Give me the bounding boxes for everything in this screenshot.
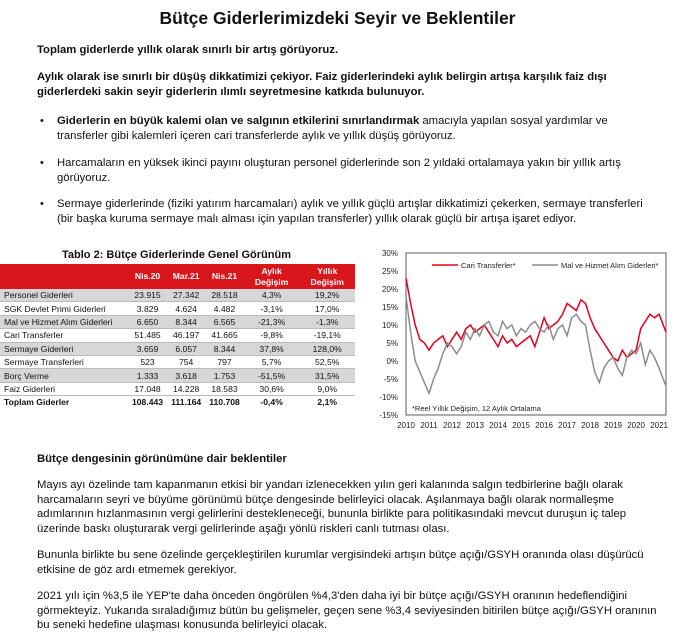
y-tick-label: 0% [386, 357, 398, 366]
y-tick-label: 10% [381, 321, 398, 330]
table-cell: 19,2% [299, 289, 355, 302]
table-row [0, 289, 355, 302]
table-cell: 128,0% [299, 342, 355, 355]
table-cell: 3.829 [128, 302, 167, 315]
table-row [0, 382, 355, 395]
table-row [0, 355, 355, 368]
table-cell: 2,1% [317, 397, 338, 408]
table-header-cell: Mar.21 [167, 264, 205, 289]
table-row [0, 369, 355, 382]
bullet-icon: • [40, 198, 44, 210]
row-label: Faiz Giderleri [0, 382, 128, 395]
bullet-1 [57, 114, 660, 143]
y-tick-label: -10% [379, 393, 398, 402]
table-cell: -1,3% [299, 315, 355, 328]
legend-label: Cari Transferler* [461, 261, 516, 270]
x-tick-label: 2017 [558, 421, 576, 430]
table-row [0, 396, 355, 409]
table-cell: 3.659 [128, 342, 167, 355]
x-tick-label: 2012 [443, 421, 461, 430]
table-cell: 27.342 [167, 289, 205, 302]
table-cell: 8.344 [205, 342, 244, 355]
row-label: Toplam Giderler [4, 397, 70, 408]
table-cell: 6.057 [167, 342, 205, 355]
table-header-cell: Aylık Değişim [244, 264, 300, 289]
x-tick-label: 2016 [535, 421, 553, 430]
table-cell: 23.915 [128, 289, 167, 302]
table-cell: 1.753 [205, 369, 244, 382]
table-cell: 37,8% [244, 342, 300, 355]
table-cell: 110.708 [209, 397, 240, 408]
table-cell: 4,3% [244, 289, 300, 302]
y-tick-label: 15% [381, 303, 398, 312]
row-label: Sermaye Transferleri [0, 355, 128, 368]
table-cell: 111.164 [171, 397, 202, 408]
x-tick-label: 2011 [420, 421, 438, 430]
table-cell: 17.048 [128, 382, 167, 395]
table-cell: 4.624 [167, 302, 205, 315]
bullet-1-text: amacıyla yapılan sosyal yardımlar ve transferler gibi kalemleri içeren cari transferlerde aylık ve yıllık düşüş görüyoruz. [57, 115, 608, 142]
table-header-row [0, 264, 355, 289]
table-cell: 28.518 [205, 289, 244, 302]
table-cell: -9,8% [244, 329, 300, 342]
intro-line-2: Aylık olarak ise sınırlı bir düşüş dikkatimizi çekiyor. Faiz giderlerindeki aylık belirgin artışa karşılık faiz dışı giderlerdeki sakin seyir giderlerin ılımlı seyretmesine katkıda bulunuyor. [37, 71, 607, 98]
x-tick-label: 2010 [397, 421, 415, 430]
row-label: Borç Verme [0, 369, 128, 382]
table-cell: -19,1% [299, 329, 355, 342]
line-chart [370, 244, 670, 434]
row-label: Cari Transferler [0, 329, 128, 342]
intro-line-1: Toplam giderlerde yıllık olarak sınırlı bir artış görüyoruz. [37, 44, 339, 56]
table-header-cell [0, 264, 128, 289]
table-cell: 41.665 [205, 329, 244, 342]
x-tick-label: 2015 [512, 421, 530, 430]
plot-area [406, 253, 666, 415]
y-tick-label: -15% [379, 411, 398, 420]
page-title: Bütçe Giderlerimizdeki Seyir ve Beklentiler [159, 8, 516, 28]
table-header-cell: Yıllık Değişim [299, 264, 355, 289]
table-cell: 1.333 [128, 369, 167, 382]
table-cell: 5,7% [244, 355, 300, 368]
table-cell: 6.650 [128, 315, 167, 328]
x-tick-label: 2014 [489, 421, 507, 430]
table-cell: 52,5% [299, 355, 355, 368]
table-cell: 46.197 [167, 329, 205, 342]
table-row [0, 302, 355, 315]
table-cell: 8.344 [167, 315, 205, 328]
y-tick-label: 30% [381, 249, 398, 258]
row-label: SGK Devlet Primi Giderleri [0, 302, 128, 315]
y-tick-label: 5% [386, 339, 398, 348]
table-cell: 3.618 [167, 369, 205, 382]
bullet-3: Sermaye giderlerinde (fiziki yatırım harcamaları) aylık ve yıllık güçlü artışlar dikkatimizi çekerken, sermaye transferleri (bir başka kuruma sermaye malı alması için yapılan transferler) yıllık olarak güçlü bir artışa işaret ediyor. [57, 198, 643, 225]
table-cell: -51,5% [244, 369, 300, 382]
row-label: Mal ve Hizmet Alım Giderleri [0, 315, 128, 328]
table-cell: 6.565 [205, 315, 244, 328]
paragraph-1: Mayıs ayı özelinde tam kapanmanın etkisi bir yandan izlenecekken yılın geri kalanında salgın tedbirlerine bağlı olarak harcamaların seyri ve büyüme görünümü bütçe dengesinde belirleyici olacak. Aşılanmaya bağlı olarak normalleşme adımlarının hızlanmasının vergi gelirlerini destekleneceği, bununla birlikte para politikasındaki mevcut duruşun iç talep üzerinde baskı oluşturarak vergi gelirlerinde aşağı yönlü riskleri canlı tutması olası. [37, 479, 627, 535]
row-label: Sermaye Giderleri [0, 342, 128, 355]
y-tick-label: 25% [381, 267, 398, 276]
expense-table [0, 264, 355, 409]
table-cell: 797 [205, 355, 244, 368]
x-tick-label: 2021 [650, 421, 668, 430]
x-tick-label: 2018 [581, 421, 599, 430]
x-tick-label: 2019 [604, 421, 622, 430]
table-cell: 51.485 [128, 329, 167, 342]
bullet-2: Harcamaların en yüksek ikinci payını oluşturan personel giderlerinde son 2 yıldaki ortalamaya yakın bir yıllık artış görüyoruz. [57, 157, 621, 184]
table-header-cell: Nis.21 [205, 264, 244, 289]
paragraph-2: Bununla birlikte bu sene özelinde gerçekleştirilen kurumlar vergisindeki artışın bütçe açığı/GSYH oranında olası düşürücü etkisine de göz ardı etmemek gerekiyor. [37, 549, 644, 576]
y-tick-label: -5% [383, 375, 398, 384]
table-cell: 18.583 [205, 382, 244, 395]
table-cell: 14.228 [167, 382, 205, 395]
section-heading: Bütçe dengesinin görünümüne dair beklentiler [37, 453, 287, 465]
table-cell: 9,0% [299, 382, 355, 395]
table-title: Tablo 2: Bütçe Giderlerinde Genel Görünüm [62, 249, 291, 261]
row-label: Personel Giderleri [0, 289, 128, 302]
table-cell: 108.443 [132, 397, 164, 408]
table-cell: -21,3% [244, 315, 300, 328]
table-row [0, 315, 355, 328]
x-tick-label: 2020 [627, 421, 645, 430]
table-cell: 754 [167, 355, 205, 368]
table-cell: 17,0% [299, 302, 355, 315]
table-cell: 30,6% [244, 382, 300, 395]
table-cell: 31,5% [299, 369, 355, 382]
chart-note: *Reel Yıllık Değişim, 12 Aylık Ortalama [412, 404, 541, 413]
legend-label: Mal ve Hizmet Alım Giderleri* [561, 261, 659, 270]
table-row [0, 329, 355, 342]
table-cell: 523 [128, 355, 167, 368]
table-cell: -0,4% [260, 397, 283, 408]
bullet-icon: • [40, 115, 44, 127]
table-cell: -3,1% [244, 302, 300, 315]
table-cell: 4.482 [205, 302, 244, 315]
table-header-cell: Nis.20 [128, 264, 167, 289]
table-row [0, 342, 355, 355]
bullet-1-bold: Giderlerin en büyük kalemi olan ve salgının etkilerini sınırlandırmak [57, 115, 420, 127]
bullet-icon: • [40, 157, 44, 169]
y-tick-label: 20% [381, 285, 398, 294]
paragraph-3: 2021 yılı için %3,5 ile YEP'te daha önceden öngörülen %4,3'den daha iyi bir bütçe açığı/GSYH oranının hedeflendiğini görmekteyiz. Yukarıda sıraladığımız bütün bu gelişmeler, geçen sene %3,4 seviyesinden bitirilen bütçe açığı/GSYH oranının bu seneki hedefine ulaşması konusunda belirleyici olacak. [37, 590, 657, 631]
x-tick-label: 2013 [466, 421, 484, 430]
